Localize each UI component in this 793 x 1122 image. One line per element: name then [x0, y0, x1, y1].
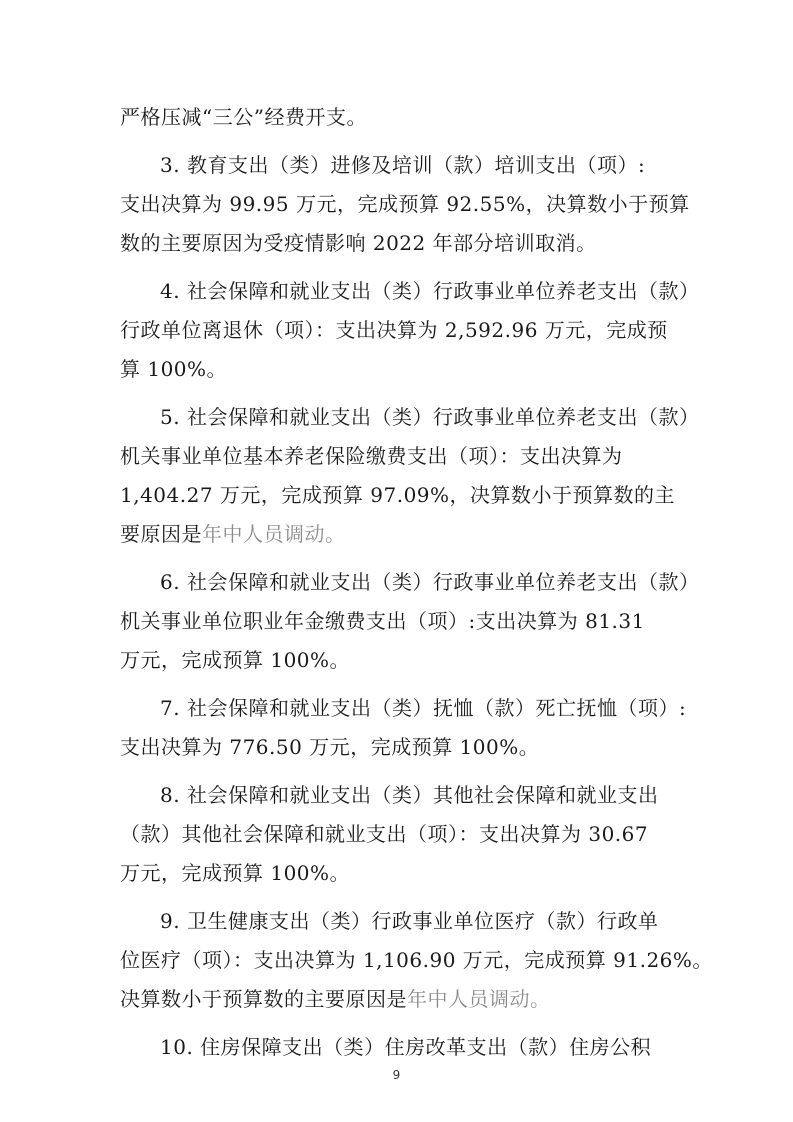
text-line-22-main: 决算数小于预算数的主要原因是 [120, 987, 407, 1011]
text-line-10: 1,404.27 万元，完成预算 97.09%，决算数小于预算数的主 [120, 483, 676, 507]
text-line-20: 9. 卫生健康支出（类）行政事业单位医疗（款）行政单 [160, 909, 659, 933]
text-line-22-highlight: 年中人员调动。 [407, 987, 551, 1011]
text-line-4: 数的主要原因为受疫情影响 2022 年部分培训取消。 [120, 231, 597, 255]
text-line-5: 4. 社会保障和就业支出（类）行政事业单位养老支出（款） [160, 279, 700, 303]
text-line-14: 万元，完成预算 100%。 [120, 648, 351, 672]
text-line-3: 支出决算为 99.95 万元，完成预算 92.55%，决算数小于预算 [120, 192, 690, 216]
text-line-12: 6. 社会保障和就业支出（类）行政事业单位养老支出（款） [160, 570, 700, 594]
text-line-6: 行政单位离退休（项）：支出决算为 2,592.96 万元，完成预 [120, 318, 668, 342]
text-line-13: 机关事业单位职业年金缴费支出（项）:支出决算为 81.31 [120, 609, 645, 633]
text-line-21: 位医疗（项）：支出决算为 1,106.90 万元，完成预算 91.26%。 [120, 948, 713, 972]
text-line-2: 3. 教育支出（类）进修及培训（款）培训支出（项）: [160, 153, 646, 177]
text-line-7: 算 100%。 [120, 357, 228, 381]
text-line-8: 5. 社会保障和就业支出（类）行政事业单位养老支出（款） [160, 405, 700, 429]
text-line-19: 万元，完成预算 100%。 [120, 861, 351, 885]
page-number: 9 [392, 1068, 401, 1082]
text-line-16: 支出决算为 776.50 万元，完成预算 100%。 [120, 735, 540, 759]
text-line-11-main: 要原因是 [120, 522, 202, 546]
text-line-1: 严格压减“三公”经费开支。 [120, 105, 367, 129]
text-line-22 [120, 985, 680, 1013]
text-line-23: 10. 住房保障支出（类）住房改革支出（款）住房公积 [160, 1035, 652, 1059]
text-line-9: 机关事业单位基本养老保险缴费支出（项）：支出决算为 [120, 444, 623, 468]
text-line-17: 8. 社会保障和就业支出（类）其他社会保障和就业支出 [160, 783, 659, 807]
text-line-11 [120, 520, 680, 548]
text-line-18: （款）其他社会保障和就业支出（项）：支出决算为 30.67 [120, 822, 649, 846]
text-line-15: 7. 社会保障和就业支出（类）抚恤（款）死亡抚恤（项）: [160, 696, 687, 720]
text-line-11-highlight: 年中人员调动。 [202, 522, 346, 546]
